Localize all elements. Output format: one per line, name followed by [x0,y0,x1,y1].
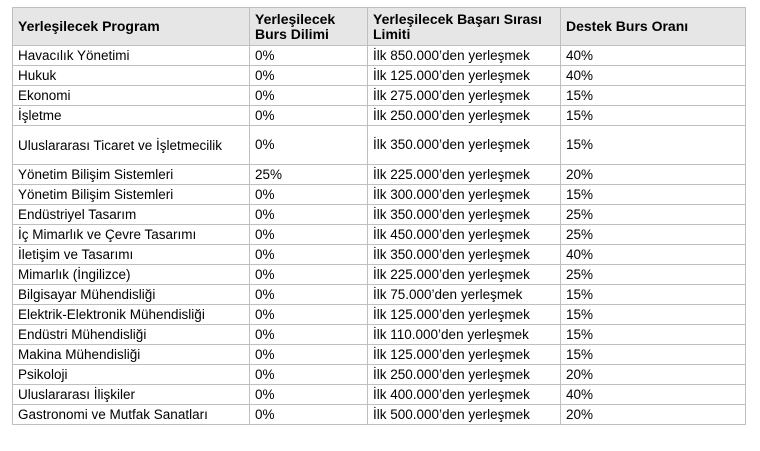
tier-cell: 0% [250,46,368,66]
tier-cell: 0% [250,345,368,365]
program-cell: Ekonomi [13,86,250,106]
rank-limit-cell: İlk 450.000’den yerleşmek [368,225,561,245]
tier-cell: 0% [250,126,368,165]
rank-limit-cell: İlk 250.000’den yerleşmek [368,106,561,126]
scholarship-table [12,7,746,425]
tier-cell: 0% [250,325,368,345]
table-row [13,265,746,285]
rank-limit-cell: İlk 250.000’den yerleşmek [368,365,561,385]
table-row [13,66,746,86]
table-row [13,205,746,225]
tier-cell: 0% [250,185,368,205]
program-cell: Elektrik-Elektronik Mühendisliği [13,305,250,325]
program-cell: Endüstri Mühendisliği [13,325,250,345]
table-row [13,285,746,305]
rank-limit-cell: İlk 300.000’den yerleşmek [368,185,561,205]
table-row [13,165,746,185]
table-row [13,405,746,425]
rank-limit-cell: İlk 350.000’den yerleşmek [368,205,561,225]
program-cell: Havacılık Yönetimi [13,46,250,66]
header-program: Yerleşilecek Program [13,8,250,46]
support-rate-cell: 15% [561,126,746,165]
table-row [13,365,746,385]
program-cell: Uluslararası İlişkiler [13,385,250,405]
table-header-row [13,8,746,46]
support-rate-cell: 20% [561,405,746,425]
support-rate-cell: 15% [561,345,746,365]
table-row [13,46,746,66]
rank-limit-cell: İlk 225.000’den yerleşmek [368,265,561,285]
rank-limit-cell: İlk 275.000’den yerleşmek [368,86,561,106]
support-rate-cell: 15% [561,305,746,325]
header-support-rate: Destek Burs Oranı [561,8,746,46]
program-cell: Yönetim Bilişim Sistemleri [13,165,250,185]
table-row [13,225,746,245]
support-rate-cell: 40% [561,66,746,86]
program-cell: Yönetim Bilişim Sistemleri [13,185,250,205]
table-row [13,305,746,325]
rank-limit-cell: İlk 350.000’den yerleşmek [368,126,561,165]
program-cell: İletişim ve Tasarımı [13,245,250,265]
support-rate-cell: 15% [561,106,746,126]
support-rate-cell: 25% [561,225,746,245]
tier-cell: 0% [250,305,368,325]
program-cell: Hukuk [13,66,250,86]
rank-limit-cell: İlk 125.000’den yerleşmek [368,66,561,86]
tier-cell: 0% [250,86,368,106]
tier-cell: 0% [250,245,368,265]
rank-limit-cell: İlk 350.000’den yerleşmek [368,245,561,265]
program-cell: Endüstriyel Tasarım [13,205,250,225]
support-rate-cell: 25% [561,265,746,285]
table-row [13,345,746,365]
table-row [13,86,746,106]
support-rate-cell: 15% [561,325,746,345]
table-body [13,46,746,425]
rank-limit-cell: İlk 110.000’den yerleşmek [368,325,561,345]
table-row [13,185,746,205]
program-cell: Uluslararası Ticaret ve İşletmecilik [13,126,250,165]
tier-cell: 0% [250,66,368,86]
table-row [13,106,746,126]
table-row [13,385,746,405]
rank-limit-cell: İlk 850.000’den yerleşmek [368,46,561,66]
table-row [13,245,746,265]
tier-cell: 0% [250,265,368,285]
tier-cell: 0% [250,365,368,385]
tier-cell: 0% [250,405,368,425]
support-rate-cell: 40% [561,46,746,66]
support-rate-cell: 15% [561,86,746,106]
support-rate-cell: 40% [561,245,746,265]
program-cell: İç Mimarlık ve Çevre Tasarımı [13,225,250,245]
rank-limit-cell: İlk 125.000’den yerleşmek [368,345,561,365]
program-cell: Gastronomi ve Mutfak Sanatları [13,405,250,425]
support-rate-cell: 20% [561,165,746,185]
tier-cell: 0% [250,285,368,305]
tier-cell: 25% [250,165,368,185]
program-cell: Mimarlık (İngilizce) [13,265,250,285]
header-scholarship-tier: Yerleşilecek Burs Dilimi [250,8,368,46]
rank-limit-cell: İlk 125.000’den yerleşmek [368,305,561,325]
tier-cell: 0% [250,106,368,126]
support-rate-cell: 15% [561,285,746,305]
table-row [13,325,746,345]
tier-cell: 0% [250,385,368,405]
rank-limit-cell: İlk 75.000’den yerleşmek [368,285,561,305]
program-cell: Makina Mühendisliği [13,345,250,365]
rank-limit-cell: İlk 225.000’den yerleşmek [368,165,561,185]
support-rate-cell: 20% [561,365,746,385]
tier-cell: 0% [250,225,368,245]
header-rank-limit: Yerleşilecek Başarı Sırası Limiti [368,8,561,46]
rank-limit-cell: İlk 400.000’den yerleşmek [368,385,561,405]
support-rate-cell: 40% [561,385,746,405]
tier-cell: 0% [250,205,368,225]
support-rate-cell: 25% [561,205,746,225]
support-rate-cell: 15% [561,185,746,205]
program-cell: Psikoloji [13,365,250,385]
rank-limit-cell: İlk 500.000’den yerleşmek [368,405,561,425]
table-row [13,126,746,165]
program-cell: Bilgisayar Mühendisliği [13,285,250,305]
program-cell: İşletme [13,106,250,126]
